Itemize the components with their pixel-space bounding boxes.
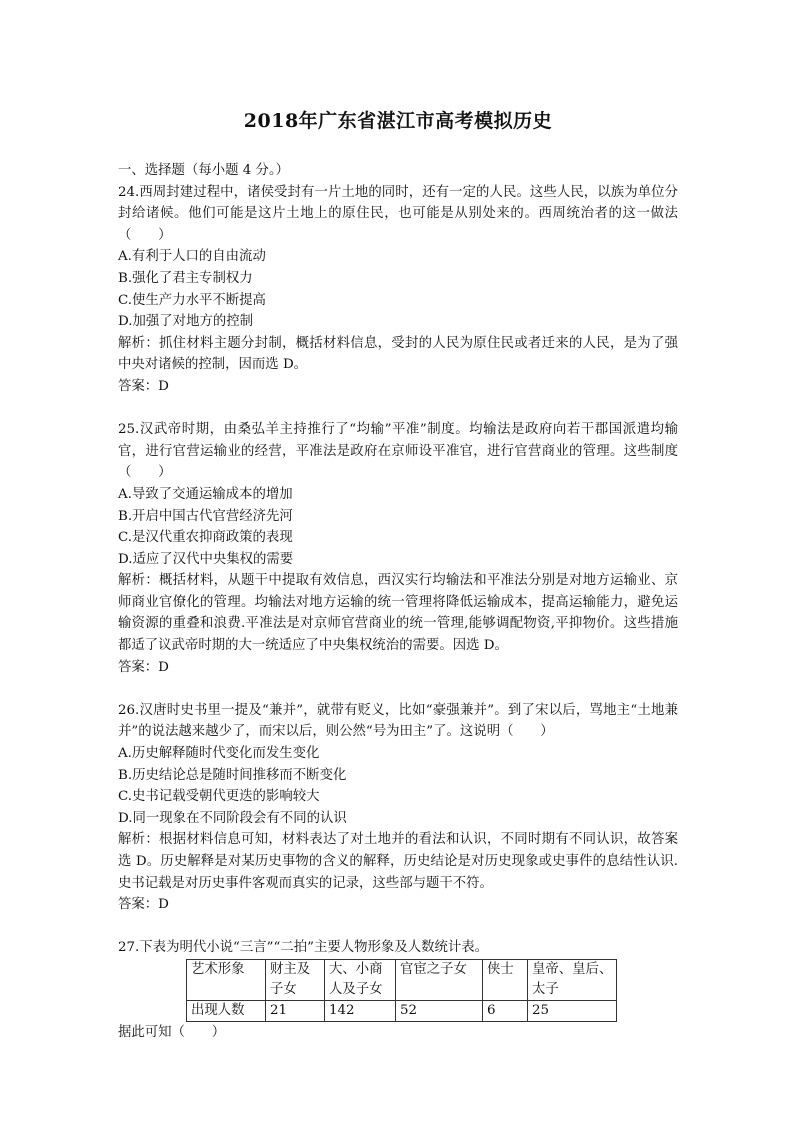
table-header-cell: [266, 959, 325, 1000]
document-title: 2018年广东省湛江市高考模拟历史: [243, 110, 553, 132]
header-line: 人及子女: [329, 981, 383, 997]
table-header-cell: 官宦之子女: [396, 959, 483, 1000]
question-25-option-d: D.适应了汉代中央集权的需要: [118, 551, 294, 567]
header-line: 大、小商: [329, 961, 383, 977]
table-header-row: [187, 959, 617, 1000]
header-line: 太子: [532, 981, 559, 997]
table-cell: 142: [325, 1000, 396, 1021]
question-26-analysis: 解析：根据材料信息可知，材料表达了对土地并的看法和认识，不同时期有不同认识，故答案选 D。历史解释是对某历史事物的含义的解释，历史结论是对历史现象或史事件的息结性认识.史书记载是对历史事件客观而真实的记录，这些部与题干不符。: [118, 832, 678, 891]
question-27-stem: 27.下表为明代小说“三言”“二拍”主要人物形象及人数统计表。: [118, 940, 489, 956]
document-body: [118, 160, 678, 1044]
question-25-analysis: 解析：概括材料，从题干中提取有效信息，西汉实行均输法和平准法分别是对地方运输业、京师商业官僚化的管理。均输法对地方运输的统一管理将降低运输成本，提高运输能力，避免运输资源的重叠和浪费.平准法是对京师官营商业的统一管理,能够调配物资,平抑物价。这些措施都适了议武帝时期的大一统适应了中央集权统治的需要。因选 D。: [118, 573, 678, 654]
question-26-answer: 答案：D: [118, 897, 169, 913]
question-24-answer: 答案：D: [118, 378, 169, 394]
table-cell: 21: [266, 1000, 325, 1021]
question-25-answer: 答案：D: [118, 659, 169, 675]
table-cell: 25: [528, 1000, 617, 1021]
table-cell: 出现人数: [187, 1000, 266, 1021]
header-line: 子女: [270, 981, 297, 997]
question-27-prompt: 据此可知（ ）: [118, 1024, 226, 1040]
question-25-option-b: B.开启中国古代官营经济先河: [118, 508, 293, 524]
question-26-option-a: A.历史解释随时代变化而发生变化: [118, 746, 320, 762]
question-24-stem: 24.西周封建过程中，诸侯受封有一片土地的同时，还有一定的人民。这些人民，以族为单位分封给诸候。他们可能是这片土地上的原住民，也可能是从别处来的。西周统治者的这一做法（ ）: [118, 184, 678, 243]
section-heading: 一、选择题（每小题 4 分。）: [118, 163, 290, 178]
table-cell: 52: [396, 1000, 483, 1021]
question-26-stem: 26.汉唐时史书里一提及“兼并”，就带有贬义，比如“豪强兼并”。到了宋以后，骂地主“土地兼并”的说法越来越少了，而宋以后，则公然“号为田主”了。这说明（ ）: [118, 702, 678, 740]
question-24-analysis: 解析：抓住材料主题分封制，概括材料信息，受封的人民为原住民或者迁来的人民，是为了强中央对诸候的控制，因而选 D。: [118, 335, 678, 373]
question-24-option-b: B.强化了君主专制权力: [118, 270, 253, 286]
table-row: [187, 1000, 617, 1021]
spacer: [118, 678, 678, 700]
character-statistics-table: [186, 959, 617, 1022]
header-line: 财主及: [270, 961, 311, 977]
header-line: 皇帝、皇后、: [532, 961, 613, 977]
question-25-option-a: A.导致了交通运输成本的增加: [118, 486, 293, 502]
question-24-option-a: A.有利于人口的自由流动: [118, 249, 266, 265]
question-26-option-d: D.同一现象在不同阶段会有不同的认识: [118, 810, 347, 826]
table-header-cell: [325, 959, 396, 1000]
spacer: [118, 398, 678, 420]
table-header-cell: 侠士: [483, 959, 528, 1000]
question-24-option-c: C.使生产力水平不断提高: [118, 292, 266, 308]
question-26-option-b: B.历史结论总是随时间推移而不断变化: [118, 767, 347, 783]
spacer: [118, 916, 678, 938]
table-header-cell: [528, 959, 617, 1000]
question-25-option-c: C.是汉代重农抑商政策的表现: [118, 530, 293, 546]
question-25-stem: 25.汉武帝时期，由桑弘羊主持推行了“均输”平准”制度。均输法是政府向若干郡国派遣均输官，进行官营运输业的经营，平准法是政府在京师设平准官，进行官营商业的管理。这些制度（ ）: [118, 422, 678, 481]
question-26-option-c: C.史书记载受朝代更迭的影响较大: [118, 789, 320, 805]
table-header-cell: 艺术形象: [187, 959, 266, 1000]
table-cell: 6: [483, 1000, 528, 1021]
question-24-option-d: D.加强了对地方的控制: [118, 314, 254, 330]
